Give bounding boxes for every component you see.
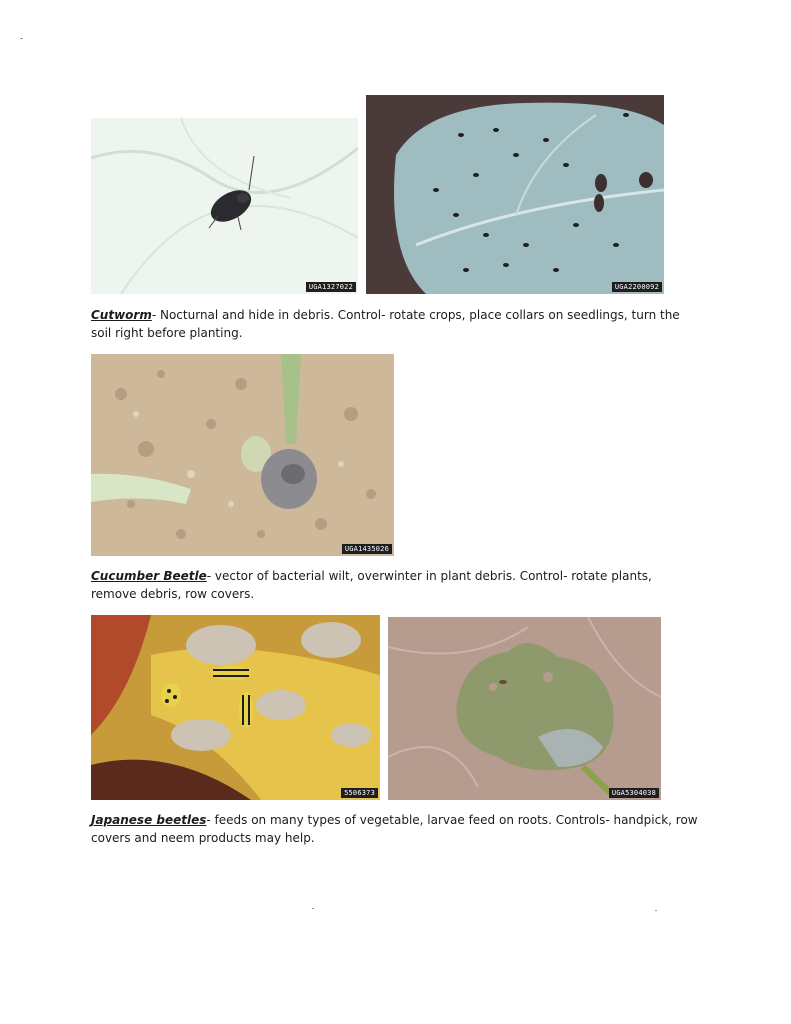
cucumber-beetle-heading: Cucumber Beetle [91, 569, 207, 583]
cutworm-heading: Cutworm [91, 308, 152, 322]
cutworm-paragraph [91, 307, 701, 342]
japanese-beetle-photo [388, 617, 661, 800]
cutworm-photo [91, 354, 394, 556]
scan-speck [312, 908, 314, 909]
photo-caption: 5506373 [341, 788, 378, 798]
cucumber-beetle-description: - vector of bacterial wilt, overwinter in plant debris. Control- rotate plants, remove debris, row covers. [91, 569, 652, 601]
cutworm-description: - Nocturnal and hide in debris. Control- rotate crops, place collars on seedlings, turn the soil right before planting. [91, 308, 680, 340]
photo-caption: UGA1327022 [306, 282, 356, 292]
scan-speck [20, 38, 23, 39]
japanese-beetles-paragraph [91, 812, 701, 847]
photo-caption: UGA5304038 [609, 788, 659, 798]
cucumber-beetle-paragraph [91, 568, 701, 603]
japanese-beetles-description: - feeds on many types of vegetable, larvae feed on roots. Controls- handpick, row covers and neem products may help. [91, 813, 698, 845]
photo-caption: UGA2200092 [612, 282, 662, 292]
photo-caption: UGA1435026 [342, 544, 392, 554]
japanese-beetles-heading: Japanese beetles [91, 813, 207, 827]
cucumber-beetles-photo [91, 615, 380, 800]
scan-speck [655, 910, 657, 911]
damaged-leaf-photo [366, 95, 664, 294]
flea-beetle-photo [91, 118, 358, 294]
